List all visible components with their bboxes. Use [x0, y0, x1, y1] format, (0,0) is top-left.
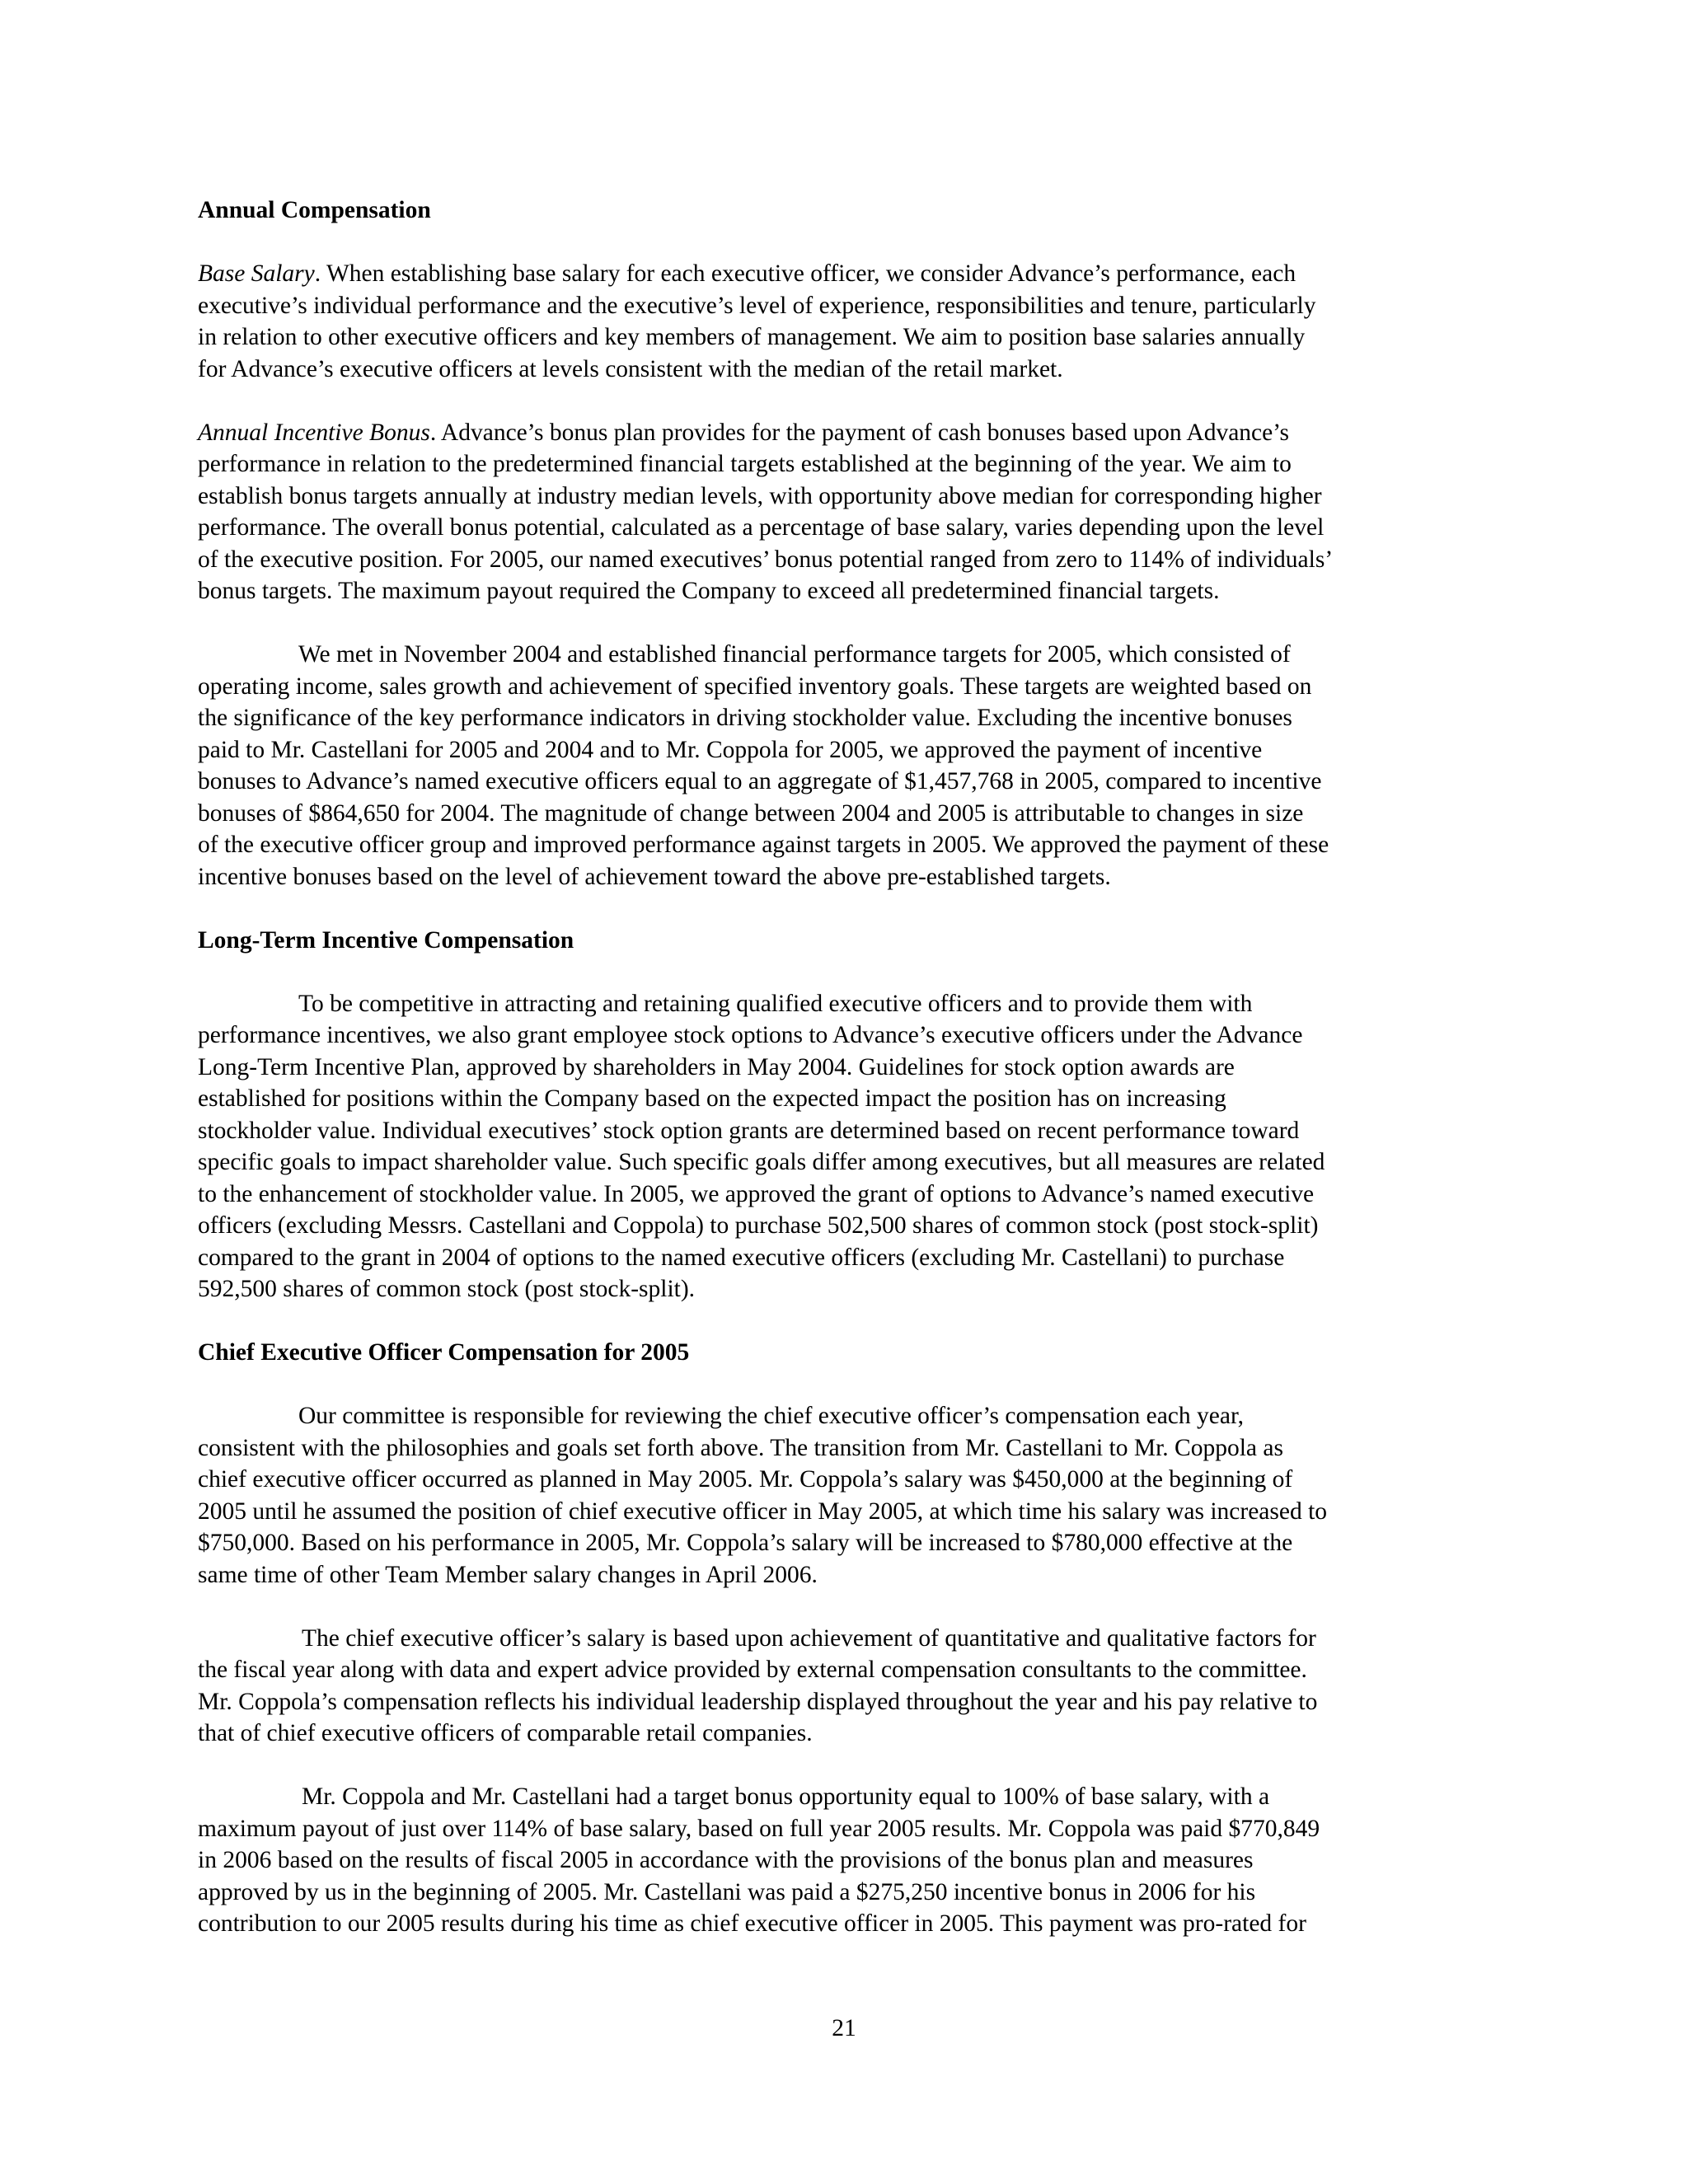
page-body: [198, 194, 1500, 1940]
heading-annual-compensation: Annual Compensation: [198, 197, 431, 223]
paragraph-performance-targets: We met in November 2004 and established financial performance targets for 2005, which consisted of operating income, sales growth and achievement of specified inventory goals. These targets are weighted based on the significance of the key performance indicators in driving stockholder value. Excluding the incentive bonuses paid to Mr. Castellani for 2005 and 2004 and to Mr. Coppola for 2005, we approved the payment of incentive bonuses to Advance’s named executive officers equal to an aggregate of $1,457,768 in 2005, compared to incentive bonuses of $864,650 for 2004. The magnitude of change between 2004 and 2005 is attributable to changes in size of the executive officer group and improved performance against targets in 2005. We approved the payment of these incentive bonuses based on the level of achievement toward the above pre-established targets.: [198, 641, 1329, 890]
heading-long-term-incentive: Long-Term Incentive Compensation: [198, 926, 574, 954]
paragraph-ceo-salary: Our committee is responsible for reviewing the chief executive officer’s compensation each year, consistent with the philosophies and goals set forth above. The transition from Mr. Castellani to Mr. Coppola as chief executive officer occurred as planned in May 2005. Mr. Coppola’s salary was $450,000 at the beginning of 2005 until he assumed the position of chief executive officer in May 2005, at which time his salary was increased to $750,000. Based on his performance in 2005, Mr. Coppola’s salary will be increased to $780,000 effective at the same time of other Team Member salary changes in April 2006.: [198, 1403, 1328, 1588]
paragraph-ceo-bonus: Mr. Coppola and Mr. Castellani had a target bonus opportunity equal to 100% of base salary, with a maximum payout of just over 114% of base salary, based on full year 2005 results. Mr. Coppola was paid $770,849 in 2006 based on the results of fiscal 2005 in accordance with the provisions of the bonus plan and measures approved by us in the beginning of 2005. Mr. Castellani was paid a $275,250 incentive bonus in 2006 for his contribution to our 2005 results during his time as chief executive officer in 2005. This payment was pro-rated for: [198, 1783, 1320, 1937]
paragraph-annual-incentive-bonus: Annual Incentive Bonus. Advance’s bonus plan provides for the payment of cash bonuses based upon Advance’s performance in relation to the predetermined financial targets established at the beginning of the year. We aim to establish bonus targets annually at industry median levels, with opportunity above median for corresponding higher performance. The overall bonus potential, calculated as a percentage of base salary, varies depending upon the level of the executive position. For 2005, our named executives’ bonus potential ranged from zero to 114% of individuals’ bonus targets. The maximum payout required the Company to exceed all predetermined financial targets.: [198, 419, 1334, 604]
heading-ceo-compensation: Chief Executive Officer Compensation for 2005: [198, 1339, 690, 1366]
paragraph-long-term-incentive: To be competitive in attracting and retaining qualified executive officers and to provide them with performance incentives, we also grant employee stock options to Advance’s executive officers under the Advance Long-Term Incentive Plan, approved by shareholders in May 2004. Guidelines for stock option awards are established for positions within the Company based on the expected impact the position has on increasing stockholder value. Individual executives’ stock option grants are determined based on recent performance toward specific goals to impact shareholder value. Such specific goals differ among executives, but all measures are related to the enhancement of stockholder value. In 2005, we approved the grant of options to Advance’s named executive officers (excluding Messrs. Castellani and Coppola) to purchase 502,500 shares of common stock (post stock-split) compared to the grant in 2004 of options to the named executive officers (excluding Mr. Castellani) to purchase 592,500 shares of common stock (post stock-split).: [198, 990, 1325, 1302]
paragraph-base-salary: Base Salary. When establishing base salary for each executive officer, we consider Advance’s performance, each executive’s individual performance and the executive’s level of experience, responsibilities and tenure, particularly in relation to other executive officers and key members of management. We aim to position base salaries annually for Advance’s executive officers at levels consistent with the median of the retail market.: [198, 260, 1316, 382]
annual-incentive-bonus-label: Annual Incentive Bonus: [198, 419, 430, 446]
paragraph-ceo-salary-basis: The chief executive officer’s salary is based upon achievement of quantitative and qualitative factors for the fiscal year along with data and expert advice provided by external compensation consultants to the committee. Mr. Coppola’s compensation reflects his individual leadership displayed throughout the year and his pay relative to that of chief executive officers of comparable retail companies.: [198, 1624, 1318, 1746]
base-salary-label: Base Salary: [198, 260, 315, 287]
page-number: 21: [832, 2015, 856, 2041]
